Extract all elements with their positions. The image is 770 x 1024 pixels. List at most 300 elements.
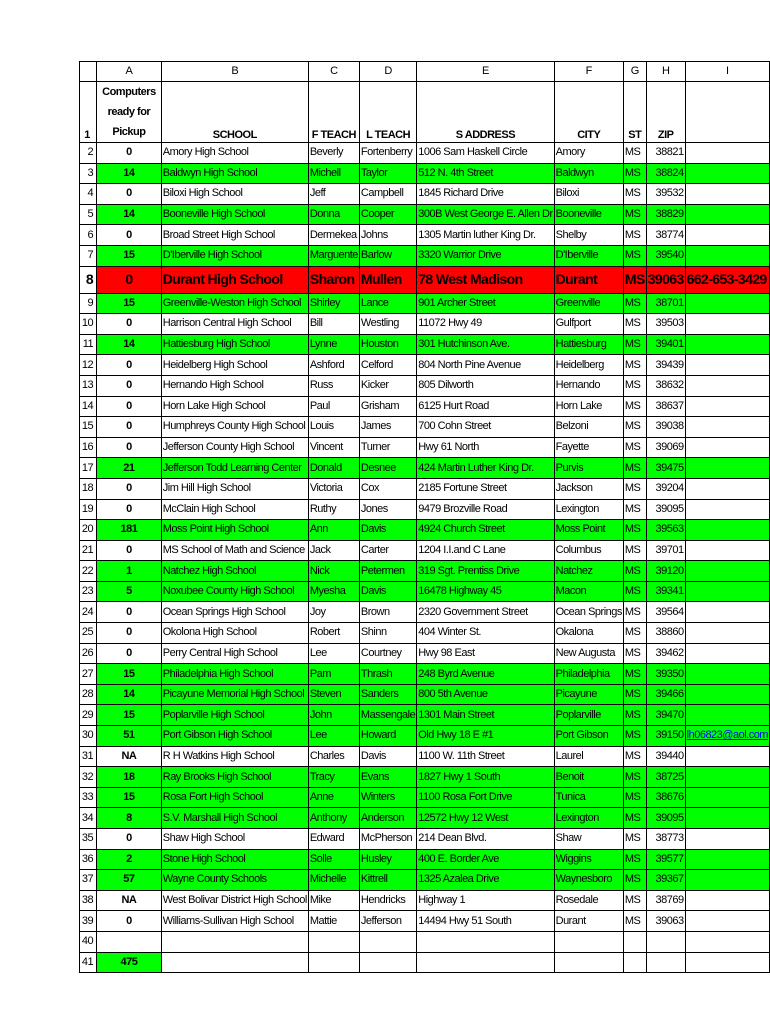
row-number[interactable]: 28 (80, 684, 97, 705)
state-cell[interactable]: MS (623, 684, 646, 705)
zip-cell[interactable]: 39095 (646, 808, 685, 829)
zip-cell[interactable]: 39563 (646, 520, 685, 541)
zip-cell[interactable]: 39532 (646, 184, 685, 205)
total-computers-cell[interactable]: 475 (97, 952, 162, 973)
state-cell[interactable]: MS (623, 266, 646, 293)
first-teacher-cell[interactable]: Steven (308, 684, 359, 705)
school-cell[interactable]: Booneville High School (161, 204, 308, 225)
last-teacher-cell[interactable]: Husley (359, 849, 416, 870)
first-teacher-cell[interactable]: Pam (308, 664, 359, 685)
extra-cell[interactable]: lh06823@aol.com (685, 726, 769, 747)
first-teacher-cell[interactable]: Nick (308, 561, 359, 582)
zip-cell[interactable]: 39701 (646, 540, 685, 561)
extra-cell[interactable] (685, 184, 769, 205)
last-teacher-cell[interactable]: Anderson (359, 808, 416, 829)
zip-cell[interactable]: 38701 (646, 293, 685, 314)
city-cell[interactable]: Baldwyn (554, 163, 623, 184)
first-teacher-cell[interactable]: Ashford (308, 355, 359, 376)
computers-ready-cell[interactable]: 5 (97, 581, 162, 602)
computers-ready-cell[interactable]: 14 (97, 684, 162, 705)
address-cell[interactable]: 800 5th Avenue (417, 684, 554, 705)
school-cell[interactable]: Perry Central High School (161, 643, 308, 664)
last-teacher-cell[interactable]: Massengale (359, 705, 416, 726)
computers-ready-cell[interactable]: 0 (97, 375, 162, 396)
school-cell[interactable]: Jefferson County High School (161, 437, 308, 458)
school-cell[interactable]: Picayune Memorial High School (161, 684, 308, 705)
computers-ready-cell[interactable]: 15 (97, 245, 162, 266)
row-number[interactable]: 8 (80, 266, 97, 293)
address-cell[interactable]: 400 E. Border Ave (417, 849, 554, 870)
state-cell[interactable]: MS (623, 623, 646, 644)
zip-cell[interactable]: 38774 (646, 225, 685, 246)
last-teacher-cell[interactable]: Westling (359, 314, 416, 335)
computers-ready-cell[interactable]: 0 (97, 540, 162, 561)
city-cell[interactable]: Macon (554, 581, 623, 602)
column-letter-e[interactable]: E (417, 62, 554, 82)
column-letter-f[interactable]: F (554, 62, 623, 82)
zip-cell[interactable]: 39367 (646, 870, 685, 891)
state-cell[interactable]: MS (623, 767, 646, 788)
last-teacher-cell[interactable]: Cooper (359, 204, 416, 225)
zip-cell[interactable]: 39069 (646, 437, 685, 458)
extra-cell[interactable] (685, 540, 769, 561)
city-cell[interactable]: Poplarville (554, 705, 623, 726)
zip-cell[interactable]: 39063 (646, 266, 685, 293)
header-extra[interactable] (685, 82, 769, 143)
zip-cell[interactable]: 38773 (646, 829, 685, 850)
row-number[interactable]: 3 (80, 163, 97, 184)
last-teacher-cell[interactable]: Taylor (359, 163, 416, 184)
computers-ready-cell[interactable]: 15 (97, 787, 162, 808)
extra-cell[interactable] (685, 664, 769, 685)
address-cell[interactable] (417, 931, 554, 952)
computers-ready-cell[interactable]: 0 (97, 829, 162, 850)
school-cell[interactable]: Jefferson Todd Learning Center (161, 458, 308, 479)
school-cell[interactable]: Greenville-Weston High School (161, 293, 308, 314)
first-teacher-cell[interactable]: Victoria (308, 478, 359, 499)
extra-cell[interactable] (685, 931, 769, 952)
row-number[interactable]: 23 (80, 581, 97, 602)
address-cell[interactable]: 901 Archer Street (417, 293, 554, 314)
extra-cell[interactable] (685, 787, 769, 808)
column-letter-g[interactable]: G (623, 62, 646, 82)
computers-ready-cell[interactable]: 2 (97, 849, 162, 870)
computers-ready-cell[interactable]: NA (97, 890, 162, 911)
address-cell[interactable]: 16478 Highway 45 (417, 581, 554, 602)
last-teacher-cell[interactable]: Cox (359, 478, 416, 499)
row-number[interactable]: 14 (80, 396, 97, 417)
school-cell[interactable]: Port Gibson High School (161, 726, 308, 747)
school-cell[interactable]: Broad Street High School (161, 225, 308, 246)
row-number[interactable]: 13 (80, 375, 97, 396)
school-cell[interactable]: Shaw High School (161, 829, 308, 850)
first-teacher-cell[interactable]: Ann (308, 520, 359, 541)
address-cell[interactable]: 1301 Main Street (417, 705, 554, 726)
state-cell[interactable]: MS (623, 163, 646, 184)
zip-cell[interactable]: 39401 (646, 334, 685, 355)
city-cell[interactable]: Waynesboro (554, 870, 623, 891)
zip-cell[interactable]: 39095 (646, 499, 685, 520)
state-cell[interactable]: MS (623, 437, 646, 458)
city-cell[interactable]: Hattiesburg (554, 334, 623, 355)
address-cell[interactable]: Hwy 98 East (417, 643, 554, 664)
city-cell[interactable]: Rosedale (554, 890, 623, 911)
state-cell[interactable]: MS (623, 204, 646, 225)
first-teacher-cell[interactable]: Lee (308, 726, 359, 747)
school-cell[interactable]: Williams-Sullivan High School (161, 911, 308, 932)
row-number[interactable]: 5 (80, 204, 97, 225)
state-cell[interactable]: MS (623, 643, 646, 664)
first-teacher-cell[interactable] (308, 931, 359, 952)
first-teacher-cell[interactable]: Solle (308, 849, 359, 870)
zip-cell[interactable]: 39341 (646, 581, 685, 602)
zip-cell[interactable]: 39540 (646, 245, 685, 266)
extra-cell[interactable] (685, 245, 769, 266)
first-teacher-cell[interactable]: Vincent (308, 437, 359, 458)
row-number[interactable]: 31 (80, 746, 97, 767)
address-cell[interactable]: Highway 1 (417, 890, 554, 911)
row-number[interactable]: 35 (80, 829, 97, 850)
computers-ready-cell[interactable]: 0 (97, 184, 162, 205)
city-cell[interactable]: Shelby (554, 225, 623, 246)
extra-cell[interactable] (685, 204, 769, 225)
city-cell[interactable]: Moss Point (554, 520, 623, 541)
address-cell[interactable]: 4924 Church Street (417, 520, 554, 541)
extra-cell[interactable] (685, 437, 769, 458)
row-number[interactable]: 26 (80, 643, 97, 664)
state-cell[interactable]: MS (623, 726, 646, 747)
school-cell[interactable]: Hernando High School (161, 375, 308, 396)
city-cell[interactable]: Biloxi (554, 184, 623, 205)
city-cell[interactable]: Port Gibson (554, 726, 623, 747)
state-cell[interactable]: MS (623, 540, 646, 561)
state-cell[interactable]: MS (623, 225, 646, 246)
last-teacher-cell[interactable]: Evans (359, 767, 416, 788)
computers-ready-cell[interactable]: 51 (97, 726, 162, 747)
row-number[interactable]: 25 (80, 623, 97, 644)
row-number[interactable]: 40 (80, 931, 97, 952)
first-teacher-cell[interactable]: Anne (308, 787, 359, 808)
zip-cell[interactable]: 38676 (646, 787, 685, 808)
extra-cell[interactable] (685, 396, 769, 417)
computers-ready-cell[interactable]: 0 (97, 396, 162, 417)
last-teacher-cell[interactable]: Sanders (359, 684, 416, 705)
city-cell[interactable]: Okalona (554, 623, 623, 644)
school-cell[interactable]: McClain High School (161, 499, 308, 520)
row-number[interactable]: 32 (80, 767, 97, 788)
zip-cell[interactable]: 38824 (646, 163, 685, 184)
city-cell[interactable]: Natchez (554, 561, 623, 582)
zip-cell[interactable]: 38860 (646, 623, 685, 644)
extra-cell[interactable] (685, 458, 769, 479)
zip-cell[interactable]: 38829 (646, 204, 685, 225)
computers-ready-cell[interactable]: 0 (97, 417, 162, 438)
last-teacher-cell[interactable]: Jones (359, 499, 416, 520)
address-cell[interactable]: 1204 I.I.and C Lane (417, 540, 554, 561)
zip-cell[interactable]: 39204 (646, 478, 685, 499)
row-number[interactable]: 24 (80, 602, 97, 623)
first-teacher-cell[interactable]: Dermekea (308, 225, 359, 246)
empty-cell[interactable] (417, 952, 554, 973)
first-teacher-cell[interactable]: Anthony (308, 808, 359, 829)
computers-ready-cell[interactable]: 14 (97, 163, 162, 184)
city-cell[interactable]: Philadelphia (554, 664, 623, 685)
city-cell[interactable]: Durant (554, 911, 623, 932)
row-number[interactable]: 39 (80, 911, 97, 932)
address-cell[interactable]: 11072 Hwy 49 (417, 314, 554, 335)
city-cell[interactable]: Belzoni (554, 417, 623, 438)
extra-cell[interactable] (685, 581, 769, 602)
row-number[interactable]: 36 (80, 849, 97, 870)
first-teacher-cell[interactable]: Shirley (308, 293, 359, 314)
school-cell[interactable]: Biloxi High School (161, 184, 308, 205)
computers-ready-cell[interactable]: 0 (97, 314, 162, 335)
city-cell[interactable]: Hernando (554, 375, 623, 396)
column-letter-b[interactable]: B (161, 62, 308, 82)
address-cell[interactable]: 1100 W. 11th Street (417, 746, 554, 767)
state-cell[interactable]: MS (623, 396, 646, 417)
row-number[interactable]: 33 (80, 787, 97, 808)
computers-ready-cell[interactable]: 0 (97, 623, 162, 644)
computers-ready-cell[interactable]: 0 (97, 643, 162, 664)
extra-cell[interactable] (685, 334, 769, 355)
extra-cell[interactable] (685, 705, 769, 726)
header-address[interactable]: S ADDRESS (417, 82, 554, 143)
row-number[interactable]: 27 (80, 664, 97, 685)
state-cell[interactable]: MS (623, 602, 646, 623)
first-teacher-cell[interactable]: Russ (308, 375, 359, 396)
computers-ready-cell[interactable]: 0 (97, 911, 162, 932)
first-teacher-cell[interactable]: Sharon (308, 266, 359, 293)
header-state[interactable]: ST (623, 82, 646, 143)
city-cell[interactable]: Durant (554, 266, 623, 293)
last-teacher-cell[interactable]: Davis (359, 581, 416, 602)
empty-cell[interactable] (308, 952, 359, 973)
state-cell[interactable]: MS (623, 520, 646, 541)
address-cell[interactable]: 404 Winter St. (417, 623, 554, 644)
last-teacher-cell[interactable]: Thrash (359, 664, 416, 685)
city-cell[interactable]: Wiggins (554, 849, 623, 870)
corner-cell[interactable] (80, 62, 97, 82)
first-teacher-cell[interactable]: Charles (308, 746, 359, 767)
zip-cell[interactable]: 39564 (646, 602, 685, 623)
last-teacher-cell[interactable]: Desnee (359, 458, 416, 479)
extra-cell[interactable] (685, 314, 769, 335)
address-cell[interactable]: 1827 Hwy 1 South (417, 767, 554, 788)
last-teacher-cell[interactable]: Campbell (359, 184, 416, 205)
zip-cell[interactable]: 39440 (646, 746, 685, 767)
row-number[interactable]: 10 (80, 314, 97, 335)
last-teacher-cell[interactable]: Brown (359, 602, 416, 623)
row-number[interactable]: 9 (80, 293, 97, 314)
address-cell[interactable]: 3320 Warrior Drive (417, 245, 554, 266)
row-number[interactable]: 30 (80, 726, 97, 747)
first-teacher-cell[interactable]: Robert (308, 623, 359, 644)
computers-ready-cell[interactable]: 0 (97, 225, 162, 246)
extra-cell[interactable] (685, 417, 769, 438)
computers-ready-cell[interactable]: 15 (97, 664, 162, 685)
row-number[interactable]: 22 (80, 561, 97, 582)
extra-cell[interactable] (685, 499, 769, 520)
school-cell[interactable]: Natchez High School (161, 561, 308, 582)
last-teacher-cell[interactable]: Jefferson (359, 911, 416, 932)
school-cell[interactable]: Durant High School (161, 266, 308, 293)
computers-ready-cell[interactable]: 0 (97, 355, 162, 376)
last-teacher-cell[interactable]: Barlow (359, 245, 416, 266)
city-cell[interactable]: Horn Lake (554, 396, 623, 417)
zip-cell[interactable]: 38725 (646, 767, 685, 788)
extra-cell[interactable] (685, 561, 769, 582)
address-cell[interactable]: 9479 Brozville Road (417, 499, 554, 520)
last-teacher-cell[interactable]: Fortenberry (359, 143, 416, 164)
extra-cell[interactable] (685, 623, 769, 644)
extra-cell[interactable] (685, 849, 769, 870)
city-cell[interactable]: Gulfport (554, 314, 623, 335)
state-cell[interactable]: MS (623, 829, 646, 850)
zip-cell[interactable]: 39503 (646, 314, 685, 335)
first-teacher-cell[interactable]: Marguente (308, 245, 359, 266)
row-number[interactable]: 17 (80, 458, 97, 479)
first-teacher-cell[interactable]: Jeff (308, 184, 359, 205)
school-cell[interactable] (161, 931, 308, 952)
address-cell[interactable]: 804 North Pine Avenue (417, 355, 554, 376)
row-number[interactable]: 21 (80, 540, 97, 561)
first-teacher-cell[interactable]: John (308, 705, 359, 726)
school-cell[interactable]: Horn Lake High School (161, 396, 308, 417)
first-teacher-cell[interactable]: Donald (308, 458, 359, 479)
header-zip[interactable]: ZIP (646, 82, 685, 143)
empty-cell[interactable] (554, 952, 623, 973)
extra-cell[interactable] (685, 225, 769, 246)
extra-cell[interactable] (685, 375, 769, 396)
first-teacher-cell[interactable]: Myesha (308, 581, 359, 602)
state-cell[interactable]: MS (623, 245, 646, 266)
school-cell[interactable]: Ocean Springs High School (161, 602, 308, 623)
last-teacher-cell[interactable]: Celford (359, 355, 416, 376)
last-teacher-cell[interactable]: Howard (359, 726, 416, 747)
state-cell[interactable]: MS (623, 705, 646, 726)
extra-cell[interactable]: 662-653-3429 (685, 266, 769, 293)
address-cell[interactable]: 12572 Hwy 12 West (417, 808, 554, 829)
state-cell[interactable]: MS (623, 417, 646, 438)
empty-cell[interactable] (359, 952, 416, 973)
extra-cell[interactable] (685, 602, 769, 623)
school-cell[interactable]: Heidelberg High School (161, 355, 308, 376)
computers-ready-cell[interactable]: 181 (97, 520, 162, 541)
empty-cell[interactable] (161, 952, 308, 973)
address-cell[interactable]: 319 Sgt. Prentiss Drive (417, 561, 554, 582)
first-teacher-cell[interactable]: Jack (308, 540, 359, 561)
extra-cell[interactable] (685, 478, 769, 499)
last-teacher-cell[interactable]: McPherson (359, 829, 416, 850)
last-teacher-cell[interactable]: Carter (359, 540, 416, 561)
header-computers-ready[interactable]: Computers ready for Pickup (97, 82, 162, 143)
address-cell[interactable]: 6125 Hurt Road (417, 396, 554, 417)
computers-ready-cell[interactable]: 0 (97, 499, 162, 520)
extra-cell[interactable] (685, 890, 769, 911)
state-cell[interactable]: MS (623, 143, 646, 164)
first-teacher-cell[interactable]: Tracy (308, 767, 359, 788)
school-cell[interactable]: Noxubee County High School (161, 581, 308, 602)
last-teacher-cell[interactable]: Lance (359, 293, 416, 314)
computers-ready-cell[interactable]: 0 (97, 437, 162, 458)
zip-cell[interactable]: 39466 (646, 684, 685, 705)
zip-cell[interactable]: 39475 (646, 458, 685, 479)
state-cell[interactable]: MS (623, 293, 646, 314)
computers-ready-cell[interactable]: 8 (97, 808, 162, 829)
empty-cell[interactable] (623, 952, 646, 973)
city-cell[interactable]: Fayette (554, 437, 623, 458)
school-cell[interactable]: Stone High School (161, 849, 308, 870)
first-teacher-cell[interactable]: Ruthy (308, 499, 359, 520)
state-cell[interactable]: MS (623, 184, 646, 205)
last-teacher-cell[interactable]: Davis (359, 746, 416, 767)
address-cell[interactable]: 1100 Rosa Fort Drive (417, 787, 554, 808)
address-cell[interactable]: 700 Cohn Street (417, 417, 554, 438)
computers-ready-cell[interactable]: 15 (97, 705, 162, 726)
extra-cell[interactable] (685, 643, 769, 664)
extra-cell[interactable] (685, 746, 769, 767)
address-cell[interactable]: 78 West Madison (417, 266, 554, 293)
city-cell[interactable]: Jackson (554, 478, 623, 499)
city-cell[interactable]: Greenville (554, 293, 623, 314)
first-teacher-cell[interactable]: Paul (308, 396, 359, 417)
row-number[interactable]: 6 (80, 225, 97, 246)
empty-cell[interactable] (685, 952, 769, 973)
city-cell[interactable]: Lexington (554, 499, 623, 520)
row-number[interactable]: 37 (80, 870, 97, 891)
address-cell[interactable]: 2320 Government Street (417, 602, 554, 623)
city-cell[interactable]: Purvis (554, 458, 623, 479)
address-cell[interactable]: 1006 Sam Haskell Circle (417, 143, 554, 164)
state-cell[interactable]: MS (623, 849, 646, 870)
state-cell[interactable]: MS (623, 499, 646, 520)
row-number[interactable]: 16 (80, 437, 97, 458)
last-teacher-cell[interactable]: Turner (359, 437, 416, 458)
extra-cell[interactable] (685, 870, 769, 891)
zip-cell[interactable]: 39063 (646, 911, 685, 932)
header-school[interactable]: SCHOOL (161, 82, 308, 143)
last-teacher-cell[interactable]: Mullen (359, 266, 416, 293)
city-cell[interactable]: Booneville (554, 204, 623, 225)
school-cell[interactable]: West Bolivar District High School (161, 890, 308, 911)
first-teacher-cell[interactable]: Bill (308, 314, 359, 335)
school-cell[interactable]: Moss Point High School (161, 520, 308, 541)
address-cell[interactable]: 300B West George E. Allen Dr (417, 204, 554, 225)
last-teacher-cell[interactable]: Kittrell (359, 870, 416, 891)
last-teacher-cell[interactable]: Courtney (359, 643, 416, 664)
zip-cell[interactable] (646, 931, 685, 952)
column-letter-i[interactable]: I (685, 62, 769, 82)
state-cell[interactable]: MS (623, 870, 646, 891)
zip-cell[interactable]: 39038 (646, 417, 685, 438)
row-number[interactable]: 20 (80, 520, 97, 541)
state-cell[interactable]: MS (623, 664, 646, 685)
computers-ready-cell[interactable]: 21 (97, 458, 162, 479)
row-number[interactable]: 1 (80, 82, 97, 143)
first-teacher-cell[interactable]: Michelle (308, 870, 359, 891)
row-number[interactable]: 34 (80, 808, 97, 829)
state-cell[interactable]: MS (623, 890, 646, 911)
school-cell[interactable]: Poplarville High School (161, 705, 308, 726)
column-letter-a[interactable]: A (97, 62, 162, 82)
last-teacher-cell[interactable]: Shinn (359, 623, 416, 644)
zip-cell[interactable]: 39120 (646, 561, 685, 582)
row-number[interactable]: 29 (80, 705, 97, 726)
empty-cell[interactable] (646, 952, 685, 973)
column-letter-c[interactable]: C (308, 62, 359, 82)
last-teacher-cell[interactable]: Davis (359, 520, 416, 541)
